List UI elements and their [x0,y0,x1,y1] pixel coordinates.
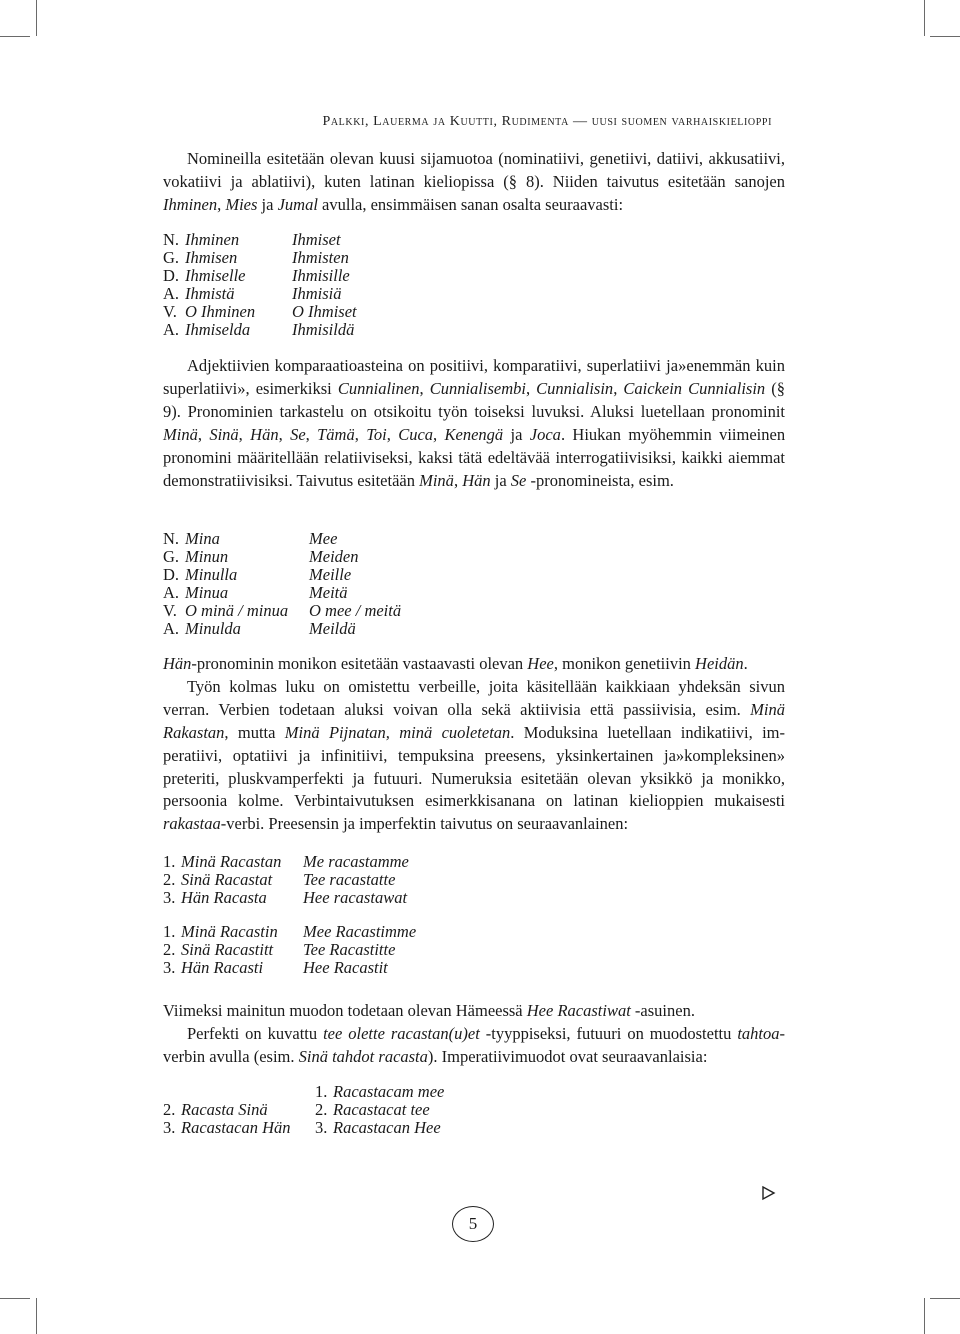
table-row: 2. Sinä Racastat Tee racastatte [163,870,396,889]
table-row: 3. Hän Racasta Hee racastawat [163,888,408,907]
table-row: N. Ihminen Ihmiset [163,230,341,249]
crop-mark [930,36,960,37]
crop-mark [0,1298,30,1299]
declension-table-mina [163,530,401,638]
table-row: N. Mina Mee [163,529,338,548]
conjugation-table-present [163,853,409,907]
table-row: D. Minulla Meille [163,565,352,584]
paragraph-nouns: Nomineilla esitetään olevan kuusi sijamuotoa (nominatiivi, genetiivi, datiivi, akkusatiivi, vokatiivi ja ablatiivi), kuten latinan kieliopissa (§ 8). Niiden taivutus esitetään sanojen Ihminen, Mies ja Jumal avulla, ensimmäisen sanan osalta seuraavasti: [163,149,785,214]
paragraph-verbs: Hän-pronominin monikon esitetään vastaavasti olevan Hee, monikon genetiivin Heidän. Työn kolmas luku on omistettu verbeille, joita käsitellään kaikkiaan yhdeksän sivun verran. Verbien todetaan aluksi voivan olla sekä aktiivisia että passiivisia, esim. Minä Rakastan, mutta Minä Pijnatan, minä cuoletetan. Moduksina luetellaan indikatiivi, imperatiivi, optatiivi ja infinitiivi, tempuksina preesens, yksinkertainen ja»kompleksinen» preteriti, pluskvamperfekti ja futuuri. Numeruksia esitetään olevan yksikkö ja monikko, persoonia kolme. Verbintaivutuksen esimerkkisanana on latinan kielioppien mukaisesti rakastaa-verbi. Preesensin ja imperfektin taivutus on seuraavanlainen: [163,654,785,834]
crop-mark [924,0,925,36]
table-row: 1. Racastacam mee [315,1082,445,1101]
table-row: A. Ihmiselda Ihmisildä [163,320,355,339]
triangle-right-outline-icon [760,1185,776,1201]
page-number [452,1206,494,1242]
table-row: 2. Racasta Sinä 2. Racastacat tee [163,1100,430,1119]
crop-mark [0,36,30,37]
running-head: Palkki, Lauerma ja Kuutti, Rudimenta — uusi suomen varhaiskielioppi [322,114,772,129]
paragraph-adjectives: Adjektiivien komparaatioasteina on positiivi, komparatiivi, superlatiivi ja»enemmän kuin superlatiivi», esimerkiksi Cunnialinen, Cunnialisembi, Cunnialisin, Caickein Cunnialisin (§ 9). Pronominien tarkastelu on otsikoitu työn toiseksi luvuksi. Aluksi luetellaan pronominit Minä, Sinä, Hän, Se, Tämä, Toi, Cuca, Kenengä ja Joca. Hiukan myöhemmin viimeinen pronomini määritellään relatiiviseksi, kaksi tätä edeltävää interrogatiivisiksi, kaikki aiemmat demonstratiivisiksi. Taivutus esitetään Minä, Hän ja Se -pronomineista, esim. [163,356,786,490]
table-row: A. Minua Meitä [163,583,348,602]
table-row: D. Ihmiselle Ihmisille [163,266,350,285]
table-row: G. Minun Meiden [163,547,359,566]
table-row: V. O Ihminen O Ihmiset [163,302,357,321]
conjugation-table-imperfect [163,923,416,977]
declension-table-ihminen [163,231,357,339]
table-row: 3. Racastacan Hän 3. Racastacan Hee [163,1118,441,1137]
paragraph-perfect: Viimeksi mainitun muodon todetaan olevan Hämeessä Hee Racastiwat -asuinen. Perfekti on kuvattu tee olette racastan(u)et -tyyppiseksi, futuuri on muodostettu tahtoa-verbin avulla (esim. Sinä tahdot racasta). Imperatiivimuodot ovat seuraavanlaisia: [163,1001,785,1066]
page-number-label: 5 [468,1214,478,1233]
table-row: 2. Sinä Racastitt Tee Racastitte [163,940,396,959]
crop-mark [36,0,37,36]
table-row: G. Ihmisen Ihmisten [163,248,349,267]
table-row: 1. Minä Racastan Me racastamme [163,852,409,871]
crop-mark [36,1298,37,1334]
table-row: 3. Hän Racasti Hee Racastit [163,958,388,977]
table-row: A. Ihmistä Ihmisiä [163,284,342,303]
table-row: A. Minulda Meildä [163,619,356,638]
imperative-table [163,1083,444,1137]
crop-mark [930,1298,960,1299]
table-row: 1. Minä Racastin Mee Racastimme [163,922,417,941]
table-row: V. O minä / minua O mee / meitä [163,601,402,620]
crop-mark [924,1298,925,1334]
